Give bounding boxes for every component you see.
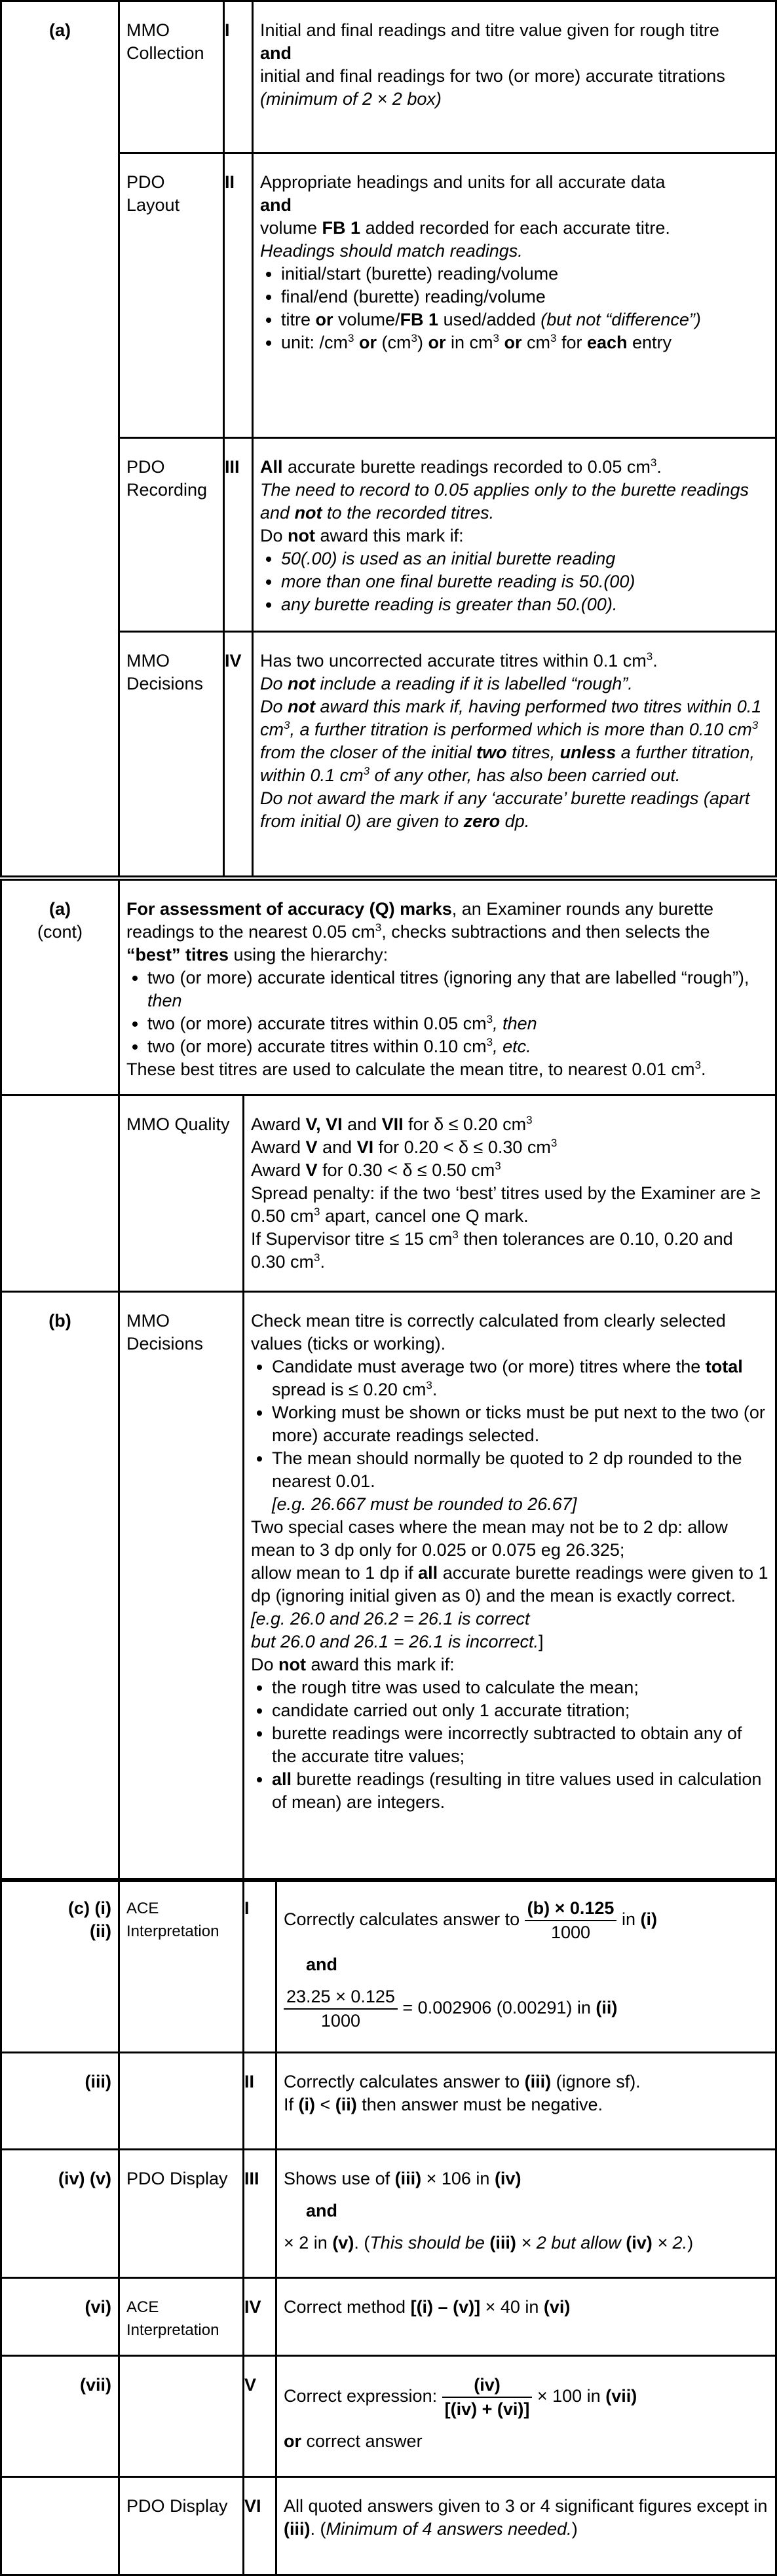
row-pdo-display-sf	[1, 2477, 776, 2575]
part-label: (vi)	[1, 2278, 119, 2356]
mark-criteria: Correctly calculates answer to (iii) (ignore sf). If (i) < (ii) then answer must be negative.	[276, 2053, 776, 2150]
skill-label: PDO Recording	[119, 438, 224, 632]
skill-label: MMO Decisions	[119, 632, 224, 877]
part-label: (vii)	[1, 2356, 119, 2477]
accuracy-criteria: For assessment of accuracy (Q) marks, an Examiner rounds any burette readings to the nearest 0.05 $cm^3$, checks subtractions and then selects the “best” titres using the hierarchy: • two (or more) accurate identical titres (ignoring any that are labelled “rough”), then • two (or more) accurate titres within 0.05 $cm^3$, then • two (or more) accurate titres within 0.10 $cm^3$, etc. These best titres are used to calculate the mean titre, to nearest 0.01 $cm^3$.	[119, 880, 776, 1095]
row-mmo-collection	[1, 1, 776, 153]
mark-criteria: All quoted answers given to 3 or 4 significant figures except in (iii). (Minimum of 4 answers needed.)	[276, 2477, 776, 2575]
part-label-empty	[1, 2477, 119, 2575]
mark-numeral: III	[224, 438, 253, 632]
part-label: (a)	[1, 1, 119, 877]
list-item: • 50(.00) is used as an initial burette reading	[281, 547, 768, 570]
row-b-mmo-decisions	[1, 1292, 776, 1881]
mark-numeral: V	[244, 2356, 276, 2477]
row-c-vi	[1, 2278, 776, 2356]
mark-numeral: VI	[244, 2477, 276, 2575]
skill-label-empty	[119, 2356, 244, 2477]
skill-label-empty	[119, 2053, 244, 2150]
skill-label: ACE Interpretation	[119, 2278, 244, 2356]
skill-label: MMO Quality	[119, 1095, 244, 1292]
mark-criteria: Shows use of (iii) × 106 in (iv) and × 2 in (v). (This should be (iii) × 2 but allow (iv) × 2.)	[276, 2150, 776, 2278]
mean-titre-criteria: Check mean titre is correctly calculated from clearly selected values (ticks or working). • Candidate must average two (or more) titres where the total spread is ≤ 0.20 $cm^3$. • Working must be shown or ticks must be put next to the two (or more) accurate readings selected. • The mean should normally be quoted to 2 dp rounded to the nearest 0.01. [e.g. 26.667 must be rounded to 26.67] Two special cases where the mean may not be to 2 dp: allow mean to 3 dp only for 0.025 or 0.075 eg 26.325; allow mean to 1 dp if all accurate burette readings were given to 1 dp (ignoring initial given as 0) and the mean is exactly correct. [e.g. 26.0 and 26.2 = 26.1 is correct but 26.0 and 26.1 = 26.1 is incorrect.] Do not award this mark if: • the rough titre was used to calculate the mean; • candidate carried out only 1 accurate titration; • burette readings were incorrectly subtracted to obtain any of the accurate titre values; • all burette readings (resulting in titre values used in calculation of mean) are integers.	[244, 1292, 776, 1881]
skill-label: MMO Decisions	[119, 1292, 244, 1881]
mark-criteria: Correctly calculates answer to $\frac{(b) \times 0.125}{1000}$ in (i) and $\frac{23.25 \times 0.125}{1000}$ = 0.002906 (0.00291) in (ii)	[276, 1879, 776, 2053]
list-item: • two (or more) accurate identical titres (ignoring any that are labelled “rough”), then	[147, 966, 768, 1012]
row-c-iii	[1, 2053, 776, 2150]
list-item: • burette readings were incorrectly subtracted to obtain any of the accurate titre values;	[272, 1722, 768, 1768]
list-item: • all burette readings (resulting in titre values used in calculation of mean) are integers.	[272, 1768, 768, 1814]
table-section-a-cont	[0, 879, 777, 1882]
list-item: • more than one final burette reading is 50.(00)	[281, 570, 768, 593]
row-c-vii	[1, 2356, 776, 2477]
mark-numeral: IV	[224, 632, 253, 877]
mark-numeral: III	[244, 2150, 276, 2278]
row-c-i-ii	[1, 1879, 776, 2053]
list-item: • titre or volume/FB 1 used/added (but not “difference”)	[281, 308, 768, 331]
mark-criteria: Has two uncorrected accurate titres within 0.1 $cm^3$. Do not include a reading if it is labelled “rough”. Do not award this mark if, having performed two titres within 0.1 $cm^3$, a further titration is performed which is more than 0.10 $cm^3$ from the closer of the initial two titres, unless a further titration, within 0.1 $cm^3$ of any other, has also been carried out. Do not award the mark if any ‘accurate’ burette readings (apart from initial 0) are given to zero dp.	[253, 632, 776, 877]
part-label: (b)	[1, 1292, 119, 1881]
part-label: (iv) (v)	[1, 2150, 119, 2278]
row-c-iv-v	[1, 2150, 776, 2278]
mark-numeral: I	[224, 1, 253, 153]
mark-numeral: IV	[244, 2278, 276, 2356]
mark-criteria: Appropriate headings and units for all accurate data and volume FB 1 added recorded for each accurate titre. Headings should match readings. • initial/start (burette) reading/volume • final/end (burette) reading/volume • titre or volume/FB 1 used/added (but not “difference”) • unit: $/cm^3$ or $(cm^3)$ or in $cm^3$ or $cm^3$ for each entry	[253, 153, 776, 438]
list-item: • the rough titre was used to calculate the mean;	[272, 1676, 768, 1699]
mark-numeral: I	[244, 1879, 276, 2053]
skill-label: PDO Display	[119, 2150, 244, 2278]
table-section-a	[0, 0, 777, 877]
mark-criteria: Correct expression: $\frac{(iv)}{[(iv) + (vi)]}$ × 100 in (vii) or correct answer	[276, 2356, 776, 2477]
mark-criteria: All accurate burette readings recorded to 0.05 $cm^3$. The need to record to 0.05 applies only to the burette readings and not to the recorded titres. Do not award this mark if: • 50(.00) is used as an initial burette reading • more than one final burette reading is 50.(00) • any burette reading is greater than 50.(00).	[253, 438, 776, 632]
list-item: • Candidate must average two (or more) titres where the total spread is ≤ 0.20 $cm^3$.	[272, 1355, 768, 1401]
skill-label: ACE Interpretation	[119, 1879, 244, 2053]
row-mmo-quality	[1, 1095, 776, 1292]
part-label: (a) (cont)	[1, 880, 119, 1095]
list-item: • two (or more) accurate titres within 0.05 $cm^3$, then	[147, 1012, 768, 1035]
list-item: • any burette reading is greater than 50.(00).	[281, 593, 768, 616]
list-item: • initial/start (burette) reading/volume	[281, 263, 768, 285]
row-accuracy-intro	[1, 880, 776, 1095]
part-label-empty	[1, 1095, 119, 1292]
list-item: • candidate carried out only 1 accurate titration;	[272, 1699, 768, 1722]
part-label: (iii)	[1, 2053, 119, 2150]
mark-criteria: Initial and final readings and titre value given for rough titre and initial and final readings for two (or more) accurate titrations (minimum of 2 × 2 box)	[253, 1, 776, 153]
quality-criteria: Award V, VI and VII for δ ≤ 0.20 $cm^3$ Award V and VI for 0.20 < δ ≤ 0.30 $cm^3$ Award V for 0.30 < δ ≤ 0.50 $cm^3$ Spread penalty: if the two ‘best’ titres used by the Examiner are ≥ 0.50 $cm^3$ apart, cancel one Q mark. If Supervisor titre ≤ 15 $cm^3$ then tolerances are 0.10, 0.20 and 0.30 $cm^3$.	[244, 1095, 776, 1292]
list-item: • two (or more) accurate titres within 0.10 $cm^3$, etc.	[147, 1035, 768, 1058]
list-item: • final/end (burette) reading/volume	[281, 285, 768, 308]
skill-label: PDO Display	[119, 2477, 244, 2575]
part-label: (c) (i) (ii)	[1, 1879, 119, 2053]
list-item: • Working must be shown or ticks must be put next to the two (or more) accurate readings selected.	[272, 1401, 768, 1447]
list-item: • unit: $/cm^3$ or $(cm^3)$ or in $cm^3$ or $cm^3$ for each entry	[281, 331, 768, 354]
list-item: • The mean should normally be quoted to 2 dp rounded to the nearest 0.01. [e.g. 26.667 must be rounded to 26.67]	[272, 1447, 768, 1516]
skill-label: MMO Collection	[119, 1, 224, 153]
mark-numeral: II	[244, 2053, 276, 2150]
table-section-c	[0, 1878, 777, 2576]
mark-numeral: II	[224, 153, 253, 438]
mark-criteria: Correct method [(i) – (v)] × 40 in (vi)	[276, 2278, 776, 2356]
skill-label: PDO Layout	[119, 153, 224, 438]
